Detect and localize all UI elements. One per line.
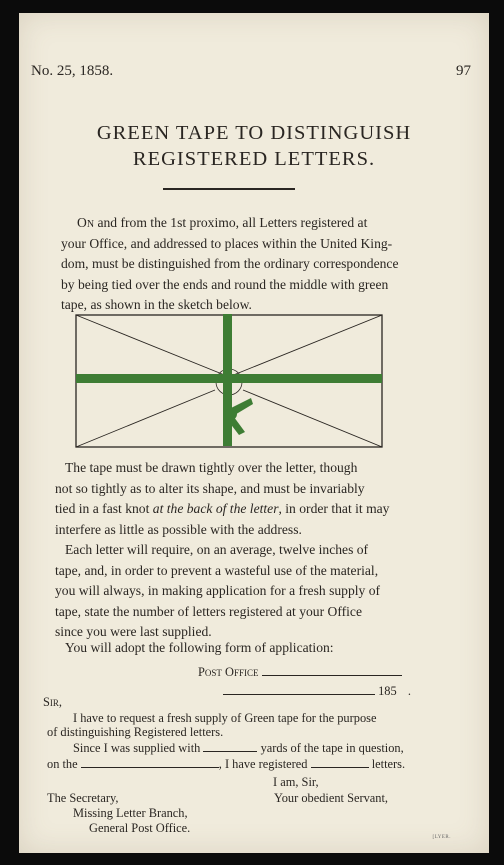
printer-mark: [LYER. xyxy=(432,835,451,840)
registered-post: letters. xyxy=(371,757,406,771)
post-office-blank xyxy=(262,664,402,676)
title-line-2: REGISTERED LETTERS. xyxy=(132,148,376,170)
intro-paragraph xyxy=(61,213,441,316)
date-blank xyxy=(223,683,375,695)
post-office-label: Post Office xyxy=(198,665,259,679)
date-line xyxy=(223,683,411,699)
tape-paragraph xyxy=(55,458,441,540)
supply-paragraph xyxy=(55,540,441,643)
registered-pre: , I have registered xyxy=(218,757,308,771)
yards-blank xyxy=(203,740,257,752)
tape-line-2: not so tightly as to alter its shape, and must be invariably xyxy=(55,480,365,496)
date-dot: . xyxy=(407,684,411,698)
intro-line-1-text: and from the 1st proximo, all Letters registered at xyxy=(94,215,368,230)
intro-line-5: tape, as shown in the sketch below. xyxy=(61,297,252,313)
intro-line-1 xyxy=(61,213,441,234)
tape-knot-center xyxy=(225,408,237,420)
intro-lead: On xyxy=(77,215,95,230)
post-office-line xyxy=(198,664,402,680)
title-line-1: GREEN TAPE TO DISTINGUISH xyxy=(96,122,412,144)
closing-i-am: I am, Sir, xyxy=(273,775,319,789)
envelope-flap-left xyxy=(76,315,227,376)
document-page xyxy=(19,13,489,853)
registered-line xyxy=(47,756,405,772)
supply-line-2: tape, and, in order to prevent a wasteful use of the material, xyxy=(55,562,379,578)
letters-count-blank xyxy=(311,756,369,768)
supply-line-5: since you were last supplied. xyxy=(55,624,212,640)
document-title xyxy=(19,120,489,172)
envelope-fold-right xyxy=(243,390,382,447)
addressee-line-1: The Secretary, xyxy=(47,791,119,805)
intro-line-2: your Office, and addressed to places within the United King- xyxy=(61,235,393,251)
envelope-fold-left xyxy=(76,390,215,447)
on-the-label: on the xyxy=(47,757,78,771)
envelope-flap-right xyxy=(231,315,382,376)
intro-line-4: by being tied over the ends and round the middle with green xyxy=(61,276,389,292)
since-line xyxy=(73,740,404,756)
date-registered-blank xyxy=(81,756,219,768)
supply-line-4: tape, state the number of letters registered at your Office xyxy=(55,603,362,619)
supply-line-1: Each letter will require, on an average, twelve inches of xyxy=(65,542,369,557)
tape-line-3-post: , in order that it may xyxy=(278,501,390,517)
tape-line-4: interfere as little as possible with the address. xyxy=(55,521,302,537)
page-number: 97 xyxy=(456,63,471,79)
since-pre: Since I was supplied with xyxy=(73,741,201,755)
tape-line-3 xyxy=(55,499,441,520)
title-rule xyxy=(163,188,295,190)
tape-line-3-pre: tied in a fast knot xyxy=(55,501,153,517)
since-post: yards of the tape in question, xyxy=(260,741,404,755)
addressee-line-2: Missing Letter Branch, xyxy=(73,806,188,820)
tape-line-1: The tape must be drawn tightly over the letter, though xyxy=(65,460,358,475)
supply-line-3: you will always, in making application for a fresh supply of xyxy=(55,583,381,599)
request-line-1: I have to request a fresh supply of Green tape for the purpose xyxy=(73,711,377,725)
closing-servant: Your obedient Servant, xyxy=(274,791,389,805)
date-year: 185 xyxy=(378,684,397,698)
addressee-line-3: General Post Office. xyxy=(89,821,191,835)
intro-line-3: dom, must be distinguished from the ordinary correspondence xyxy=(61,256,399,272)
envelope-illustration xyxy=(75,314,383,448)
tape-vertical xyxy=(223,314,232,446)
tape-line-3-italic: at the back of the letter xyxy=(152,501,279,517)
issue-number: No. 25, 1858. xyxy=(31,63,114,79)
salutation: Sir, xyxy=(43,695,62,709)
form-intro: You will adopt the following form of application: xyxy=(65,640,334,655)
request-line-2: of distinguishing Registered letters. xyxy=(47,725,224,739)
